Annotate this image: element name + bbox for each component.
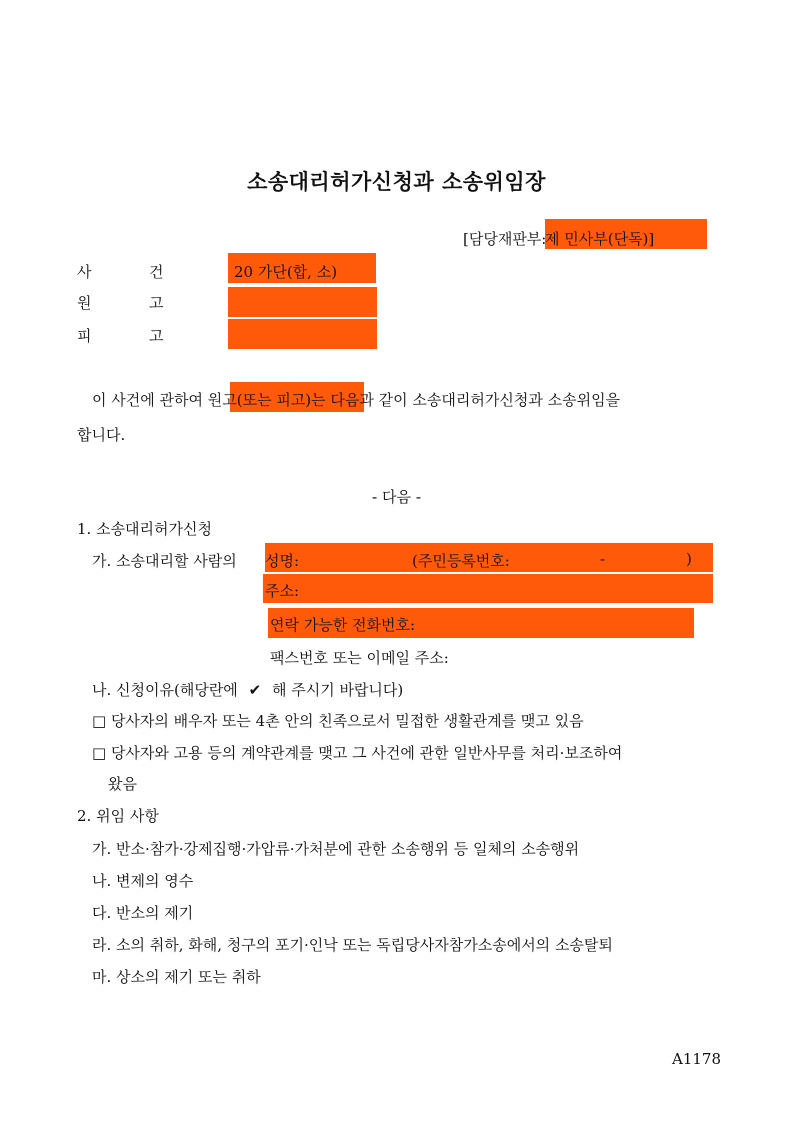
check-mark-icon: ✔	[248, 681, 262, 699]
section2-heading: 2. 위임 사항	[77, 807, 159, 825]
rrn-close: )	[686, 550, 692, 568]
item-na-prefix: 나. 신청이유(해당란에	[92, 681, 238, 699]
address-field-highlight	[263, 574, 713, 603]
court-value: 제 민사부(단독)]	[545, 230, 655, 248]
intro-line-2: 합니다.	[77, 426, 126, 444]
delegation-item: 마. 상소의 제기 또는 취하	[92, 968, 261, 986]
case-label-a: 사	[77, 263, 92, 281]
defendant-label-b: 고	[149, 327, 164, 345]
form-code: A1178	[672, 1050, 722, 1068]
document-title: 소송대리허가신청과 소송위임장	[247, 170, 546, 194]
checkbox-employment-cont: 왔음	[108, 775, 137, 793]
phone-label[interactable]: 연락 가능한 전화번호:	[270, 616, 416, 634]
defendant-field-highlight	[228, 319, 377, 349]
rrn-dash: -	[600, 550, 606, 568]
separator: - 다음 -	[371, 488, 422, 506]
defendant-label-a: 피	[77, 327, 92, 345]
intro-highlight: 원고(또는 피고)	[207, 391, 312, 409]
delegation-item: 라. 소의 취하, 화해, 청구의 포기·인낙 또는 독립당사자참가소송에서의 소송탈퇴	[92, 936, 613, 954]
checkbox-employment[interactable]: □ 당사자와 고용 등의 계약관계를 맺고 그 사건에 관한 일반사무를 처리·보조하여	[92, 744, 623, 762]
item-na-suffix: 해 주시기 바랍니다)	[271, 681, 404, 699]
plaintiff-field-highlight	[228, 287, 377, 317]
address-label[interactable]: 주소:	[265, 582, 300, 600]
plaintiff-label-b: 고	[149, 294, 164, 312]
item-na	[92, 679, 403, 700]
court-label: [담당재판부:	[463, 230, 547, 248]
case-field-value[interactable]: 20 가단(합, 소)	[234, 263, 338, 281]
checkbox-relative[interactable]: □ 당사자의 배우자 또는 4촌 안의 친족으로서 밀접한 생활관계를 맺고 있음	[92, 712, 584, 730]
intro-prefix: 이 사건에 관하여	[92, 391, 208, 409]
delegation-item: 나. 변제의 영수	[92, 872, 194, 890]
fax-label[interactable]: 팩스번호 또는 이메일 주소:	[270, 649, 449, 667]
delegation-item: 다. 반소의 제기	[92, 904, 194, 922]
intro-suffix: 는 다음과 같이 소송대리허가신청과 소송위임을	[311, 391, 621, 409]
name-label[interactable]: 성명:	[265, 552, 300, 570]
delegation-item: 가. 반소·참가·강제집행·가압류·가처분에 관한 소송행위 등 일체의 소송행위	[92, 840, 580, 858]
section1-heading: 1. 소송대리허가신청	[77, 520, 213, 538]
plaintiff-label-a: 원	[77, 294, 92, 312]
intro-line-1	[92, 389, 620, 410]
item-ga: 가. 소송대리할 사람의	[92, 552, 237, 570]
case-label-b: 건	[149, 263, 164, 281]
rrn-label[interactable]: (주민등록번호:	[412, 552, 510, 570]
